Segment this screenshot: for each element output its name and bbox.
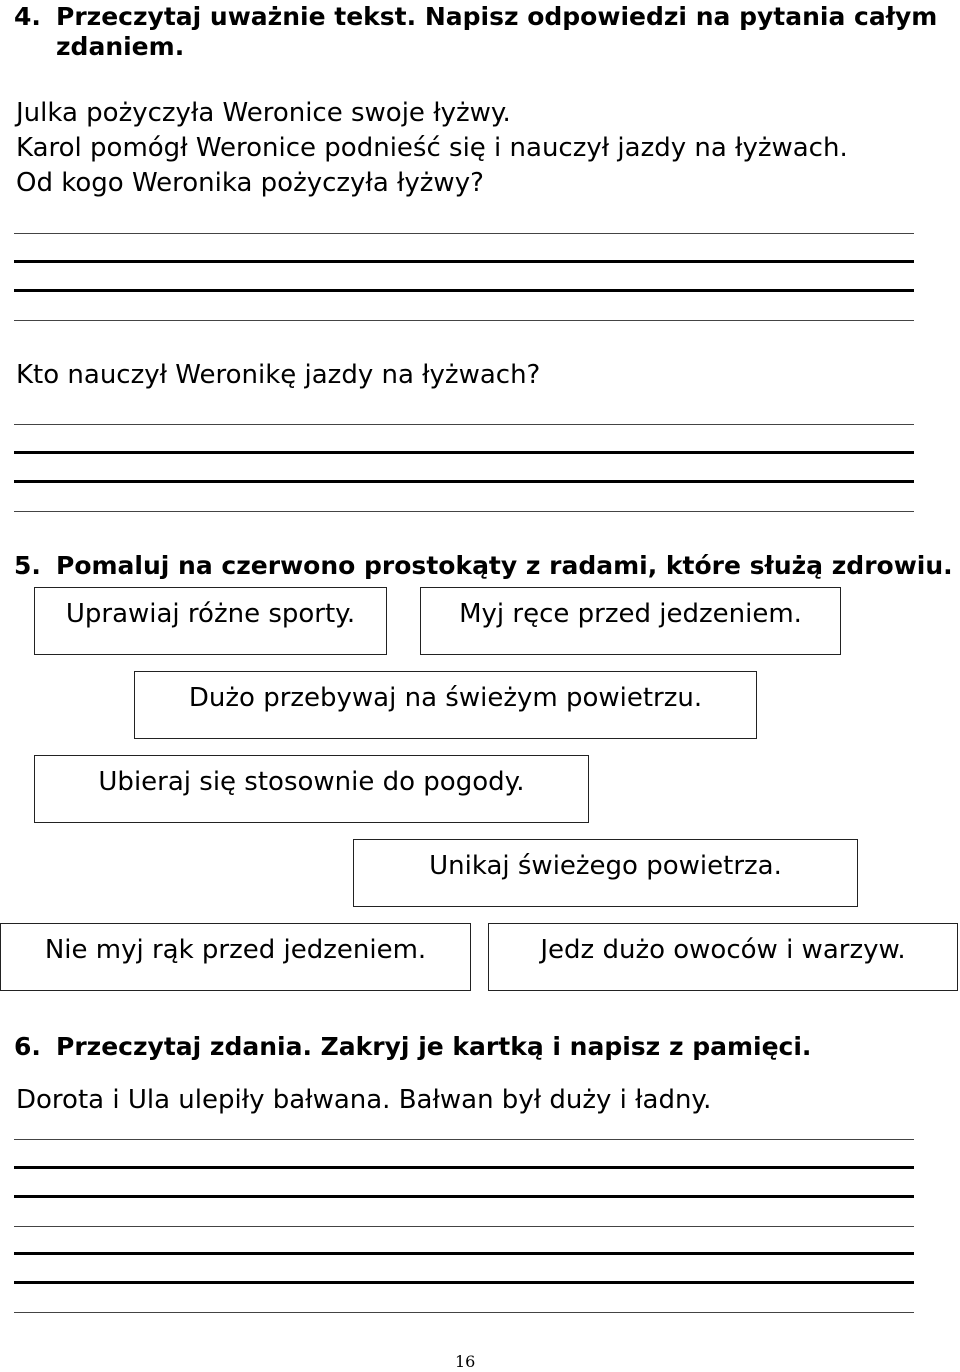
answer-line [14,511,914,512]
writing-line [14,1139,914,1140]
writing-line [14,1281,914,1284]
writing-line [14,1252,914,1255]
writing-line [14,1312,914,1313]
task4-number: 4. [14,2,41,31]
advice-box[interactable]: Uprawiaj różne sporty. [34,587,387,655]
advice-box[interactable]: Dużo przebywaj na świeżym powietrzu. [134,671,757,739]
task5-number: 5. [14,551,41,580]
advice-box[interactable]: Myj ręce przed jedzeniem. [420,587,841,655]
advice-box[interactable]: Nie myj rąk przed jedzeniem. [0,923,471,991]
answer-line [14,424,914,425]
answer-line [14,289,914,292]
task6-number: 6. [14,1032,41,1061]
task5-instruction: Pomaluj na czerwono prostokąty z radami, które służą zdrowiu. [56,551,953,580]
page-number: 16 [455,1352,476,1371]
task4-text-line1: Julka pożyczyła Weronice swoje łyżwy. [16,98,511,128]
task4-question2: Kto nauczył Weronikę jazdy na łyżwach? [16,360,541,390]
advice-box[interactable]: Jedz dużo owoców i warzyw. [488,923,958,991]
task4-question1: Od kogo Weronika pożyczyła łyżwy? [16,168,484,198]
task6-text: Dorota i Ula ulepiły bałwana. Bałwan był duży i ładny. [16,1085,712,1115]
writing-line [14,1226,914,1227]
writing-line [14,1166,914,1169]
task4-text-line2: Karol pomógł Weronice podnieść się i nauczył jazdy na łyżwach. [16,133,848,163]
answer-line [14,233,914,234]
answer-line [14,260,914,263]
answer-line [14,451,914,454]
task4-instruction-line2: zdaniem. [56,32,185,61]
advice-box[interactable]: Ubieraj się stosownie do pogody. [34,755,589,823]
task6-instruction: Przeczytaj zdania. Zakryj je kartką i napisz z pamięci. [56,1032,812,1061]
answer-line [14,480,914,483]
advice-box[interactable]: Unikaj świeżego powietrza. [353,839,858,907]
answer-line [14,320,914,321]
task4-instruction-line1: Przeczytaj uważnie tekst. Napisz odpowiedzi na pytania całym [56,2,938,31]
writing-line [14,1195,914,1198]
